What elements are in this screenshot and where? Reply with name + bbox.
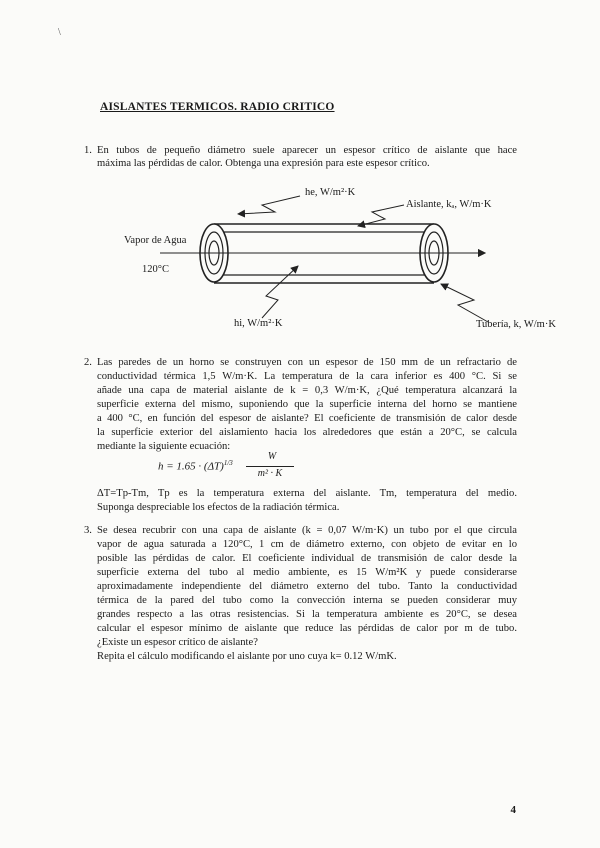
hi-leader: [262, 266, 298, 318]
q2-line-3: añade una capa de material aislante de k = 0,3 W/m·K, ¿Qué temperatura alcanzará la: [97, 385, 517, 396]
q3-line-9: ¿Existe un espesor crítico de aislante?: [97, 637, 258, 648]
tuberia-leader: [441, 284, 488, 322]
label-aislante: Aislante, kₐ, W/m·K: [406, 199, 492, 210]
q3-number: 3.: [84, 525, 92, 536]
q2-line-7: mediante la siguiente ecuación:: [97, 441, 231, 452]
label-tuberia: Tubería, k, W/m·K: [476, 319, 556, 330]
equation-unit-den: m² · K: [257, 468, 283, 479]
equation-exponent: 1/3: [223, 459, 233, 467]
equation-fraction-bar: [246, 466, 294, 467]
q2-line-6: la superficie exterior del aislamiento hacia los alrededores que están a 20°C, se calcula: [97, 427, 517, 438]
label-he: he, W/m²·K: [305, 187, 356, 198]
q2-after-line-2: Suponga despreciable los efectos de la radiación térmica.: [97, 502, 340, 513]
corner-mark: \: [58, 27, 61, 38]
q3-line-8: calcular el espesor mínimo de aislante que reduce las pérdidas de calor por m de tubo.: [97, 623, 517, 634]
q3-line-5: aproximadamente independiente del diámetro externo del tubo. Tanto la conductividad: [97, 581, 517, 592]
aislante-leader: [358, 205, 404, 226]
q3-line-6: térmica de la pared del tubo como la convección interna se pueden considerar muy: [97, 595, 517, 606]
equation-lhs: h = 1.65 · (ΔT): [158, 460, 224, 473]
q3-line-4: superficie externa del tubo al medio ambiente, es 15 W/m²K y puede considerarse: [97, 567, 517, 578]
equation-unit-num: W: [267, 451, 277, 462]
q3-line-7: grandes respecto a las otras resistencias. Si la temperatura ambiente es 20°C, se desea: [97, 609, 517, 620]
q2-line-5: a 400 °C, en función del espesor de aislante? El coeficiente de transmisión de calor desde: [97, 413, 517, 424]
page-number: 4: [510, 804, 516, 816]
label-vapor: Vapor de Agua: [124, 235, 187, 246]
q1-line-2: máxima las pérdidas de calor. Obtenga una expresión para este espesor crítico.: [97, 158, 430, 169]
q3-line-1: Se desea recubrir con una capa de aislante (k = 0,07 W/m·K) un tubo por el que circula: [97, 525, 517, 536]
equation: [158, 459, 233, 473]
q2-line-4: superficie externa del mismo, suponiendo que la superficie interna del horno se mantiene: [97, 399, 517, 410]
q3-line-2: vapor de agua saturada a 120°C, 1 cm de diámetro externo, con objeto de evitar en lo: [97, 539, 517, 550]
label-hi: hi, W/m²·K: [234, 318, 283, 329]
q2-after-line-1: ΔT=Tp-Tm, Tp es la temperatura externa del aislante. Tm, temperatura del medio.: [97, 488, 517, 499]
q1-line-1: En tubos de pequeño diámetro suele aparecer un espesor crítico de aislante que hace: [97, 145, 517, 156]
q2-line-2: conductividad térmica 1,5 W/m·K. La temperatura de la cara inferior es 400 °C. Si se: [97, 371, 517, 382]
q3-line-3: posible las pérdidas de calor. El coeficiente individual de transmisión de calor desde la: [97, 553, 517, 564]
page-title: AISLANTES TERMICOS. RADIO CRITICO: [100, 101, 335, 113]
q1-number: 1.: [84, 145, 92, 156]
label-temp: 120°C: [142, 264, 169, 275]
q2-line-1: Las paredes de un horno se construyen con un espesor de 150 mm de un refractario de: [97, 357, 517, 368]
q2-number: 2.: [84, 357, 92, 368]
he-leader: [238, 196, 300, 214]
q3-last-line: Repita el cálculo modificando el aislante por uno cuya k= 0.12 W/mK.: [97, 651, 397, 662]
